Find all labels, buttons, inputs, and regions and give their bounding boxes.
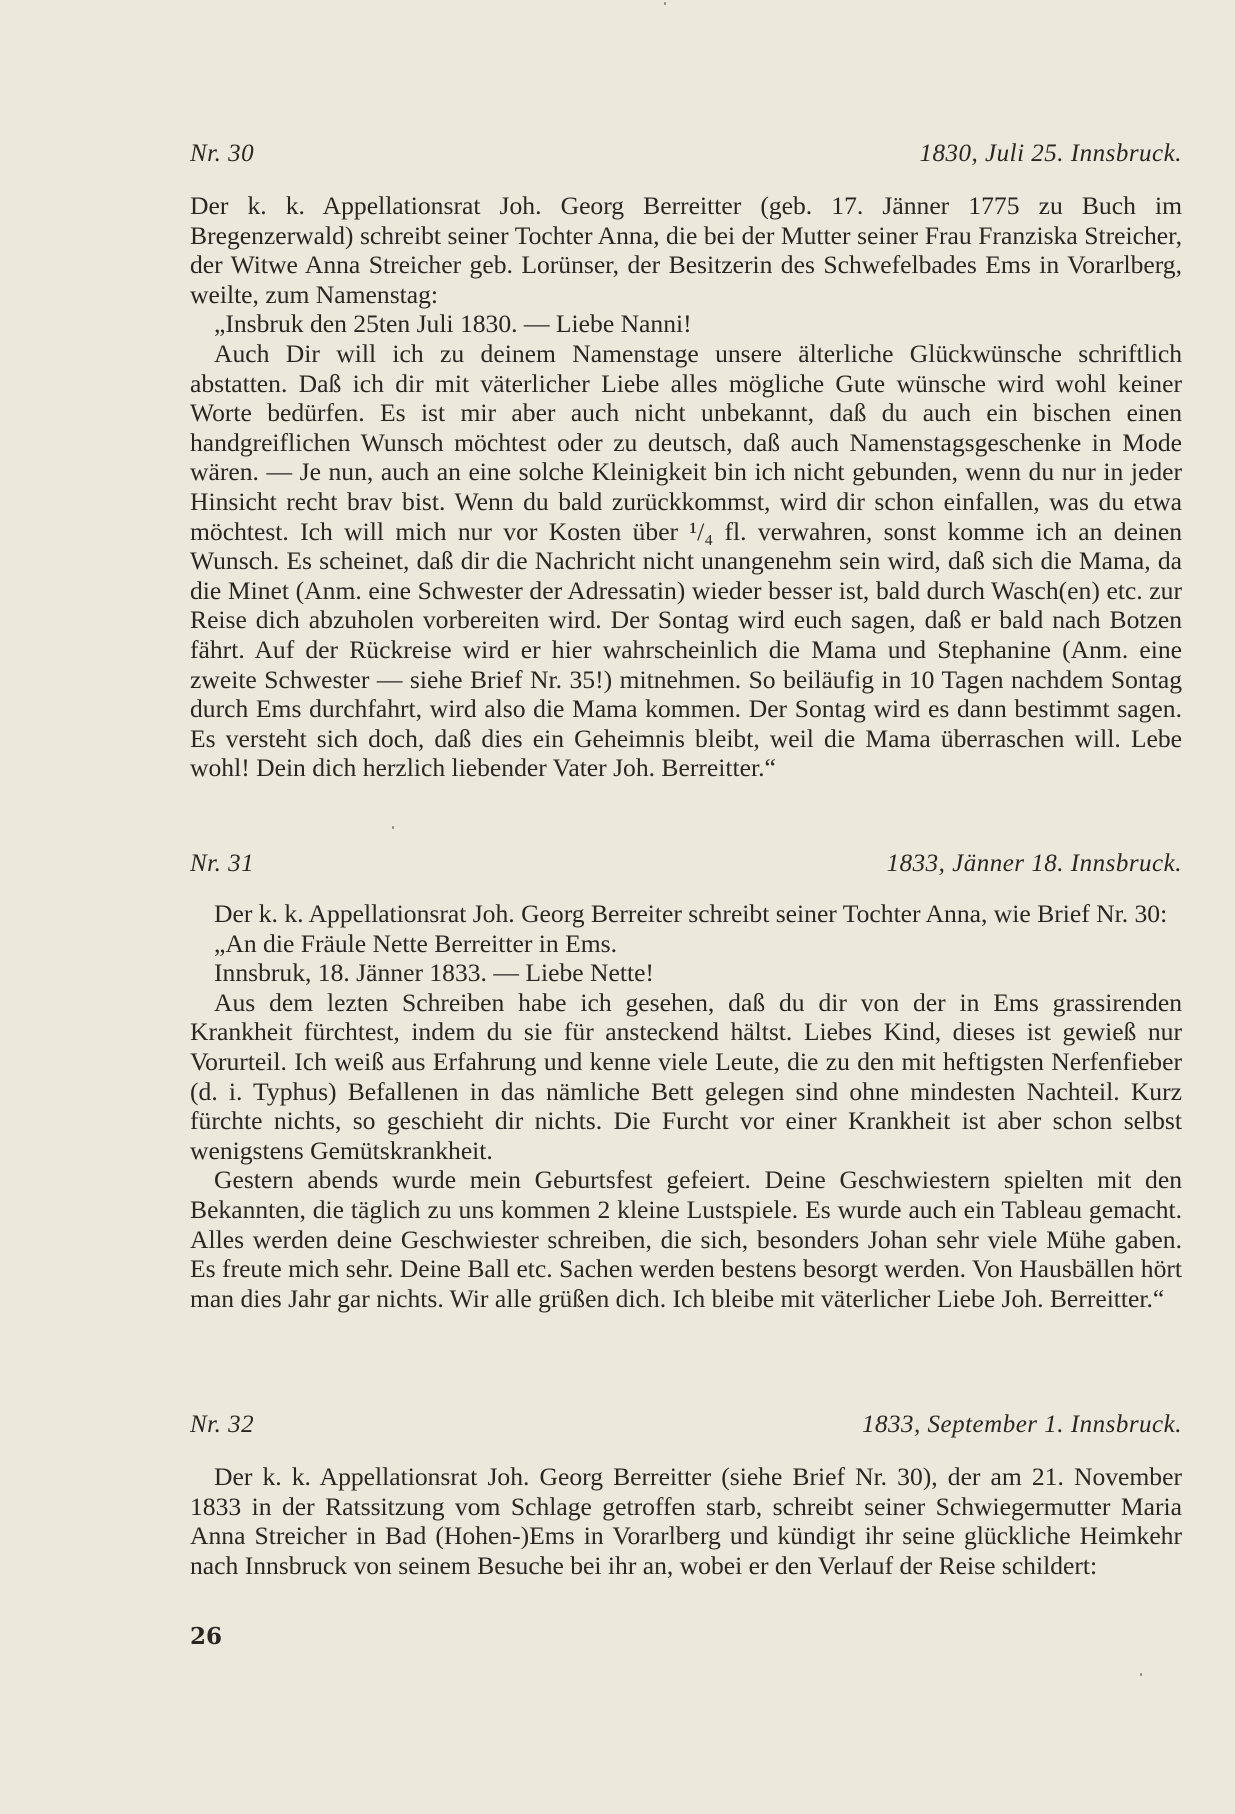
paper-speck (392, 826, 394, 829)
letter-body-31 (190, 899, 1182, 1313)
letter-body-30 (190, 191, 1182, 783)
letter-header-31 (190, 850, 1182, 884)
letter-paragraph: „Insbruk den 25ten Juli 1830. — Liebe Nanni! (214, 309, 692, 339)
letter-header-32 (190, 1411, 1182, 1445)
letter-number: Nr. 32 (190, 1411, 255, 1438)
letter-date: 1833, September 1. Innsbruck. (862, 1411, 1182, 1438)
page-number: 26 (190, 1623, 223, 1650)
paper-speck (1140, 1673, 1142, 1676)
letter-paragraph: Innsbruk, 18. Jänner 1833. — Liebe Nette! (214, 958, 654, 988)
letter-header-30 (190, 140, 1182, 174)
letter-paragraph: Auch Dir will ich zu deinem Namenstage unsere älterliche Glückwünsche schriftlich abstatten. Daß ich dir mit väterlicher Liebe alles mögliche Gute wünsche wird wohl keiner Worte bedürfen. Es ist mir aber auch nicht unbekannt, daß du auch ein bischen einen handgreiflichen Wunsch möchtest oder zu deutsch, daß auch Namenstagsgeschenke in Mode wären. — Je nun, auch an eine solche Kleinigkeit bin ich nicht gebunden, wenn du nur in jeder Hinsicht recht brav bist. Wenn du bald zurückkommst, wird dir schon einfallen, was du etwa möchtest. Ich will mich nur vor Kosten über ¹/₄ fl. verwahren, sonst komme ich an deinen Wunsch. Es scheinet, daß dir die Nachricht nicht unangenehm sein wird, daß sich die Mama, da die Minet (Anm. eine Schwester der Adressatin) wieder besser ist, bald durch Wasch(en) etc. zur Reise dich abzuholen vorbereiten wird. Der Sontag wird euch sagen, daß er bald nach Botzen fährt. Auf der Rückreise wird er hier wahrscheinlich die Mama und Stephanine (Anm. eine zweite Schwester — siehe Brief Nr. 35!) mitnehmen. So beiläufig in 10 Tagen nachdem Sontag durch Ems durchfahrt, wird also die Mama kommen. Der Sontag wird es dann bestimmt sagen. Es versteht sich doch, daß dies ein Geheimnis bleibt, weil die Mama überraschen will. Lebe wohl! Dein dich herzlich liebender Vater Joh. Berreitter.“ (190, 338, 1182, 783)
letter-paragraph: „An die Fräule Nette Berreitter in Ems. (214, 928, 617, 958)
letter-paragraph: Gestern abends wurde mein Geburtsfest gefeiert. Deine Geschwiestern spielten mit den Bekannten, die täglich zu uns kommen 2 kleine Lustspiele. Es wurde auch ein Tableau gemacht. Alles werden deine Geschwiester schreiben, die sich, besonders Johan sehr viele Mühe gaben. Es freute mich sehr. Deine Ball etc. Sachen werden bestens besorgt werden. Von Hausbällen hört man dies Jahr gar nichts. Wir alle grüßen dich. Ich bleibe mit väterlicher Liebe Joh. Berreitter.“ (190, 1165, 1182, 1313)
letter-intro: Der k. k. Appellationsrat Joh. Georg Berreitter (siehe Brief Nr. 30), der am 21. November 1833 in der Ratssitzung vom Schlage getroffen starb, schreibt seiner Schwiegermutter Maria Anna Streicher in Bad (Hohen-)Ems in Vorarlberg und kündigt ihr seine glückliche Heimkehr nach Innsbruck von seinem Besuche bei ihr an, wobei er den Verlauf der Reise schildert: (190, 1462, 1182, 1580)
letter-date: 1830, Juli 25. Innsbruck. (919, 140, 1182, 167)
letter-body-32 (190, 1462, 1182, 1580)
paper-speck (664, 2, 666, 5)
letter-paragraph: Aus dem lezten Schreiben habe ich gesehen, daß du dir von der in Ems grassirenden Krankheit fürchtest, indem du sie für ansteckend hältst. Liebes Kind, dieses ist gewieß nur Vorurteil. Ich weiß aus Erfahrung und kenne viele Leute, die zu den mit heftigsten Nerfenfieber (d. i. Typhus) Befallenen in das nämliche Bett gelegen sind ohne mindesten Nachteil. Kurz fürchte nichts, so geschieht dir nichts. Die Furcht vor einer Krankheit ist aber schon selbst wenigstens Gemütskrankheit. (190, 987, 1182, 1165)
letter-intro: Der k. k. Appellationsrat Joh. Georg Berreiter schreibt seiner Tochter Anna, wie Brief Nr. 30: (214, 899, 1168, 928)
letter-number: Nr. 31 (190, 850, 255, 877)
letter-date: 1833, Jänner 18. Innsbruck. (886, 850, 1182, 877)
letter-intro: Der k. k. Appellationsrat Joh. Georg Berreitter (geb. 17. Jänner 1775 zu Buch im Bregenzerwald) schreibt seiner Tochter Anna, die bei der Mutter seiner Frau Franziska Streicher, der Witwe Anna Streicher geb. Lorünser, der Besitzerin des Schwefelbades Ems in Vorarlberg, weilte, zum Namenstag: (190, 191, 1182, 309)
letter-number: Nr. 30 (190, 140, 255, 167)
